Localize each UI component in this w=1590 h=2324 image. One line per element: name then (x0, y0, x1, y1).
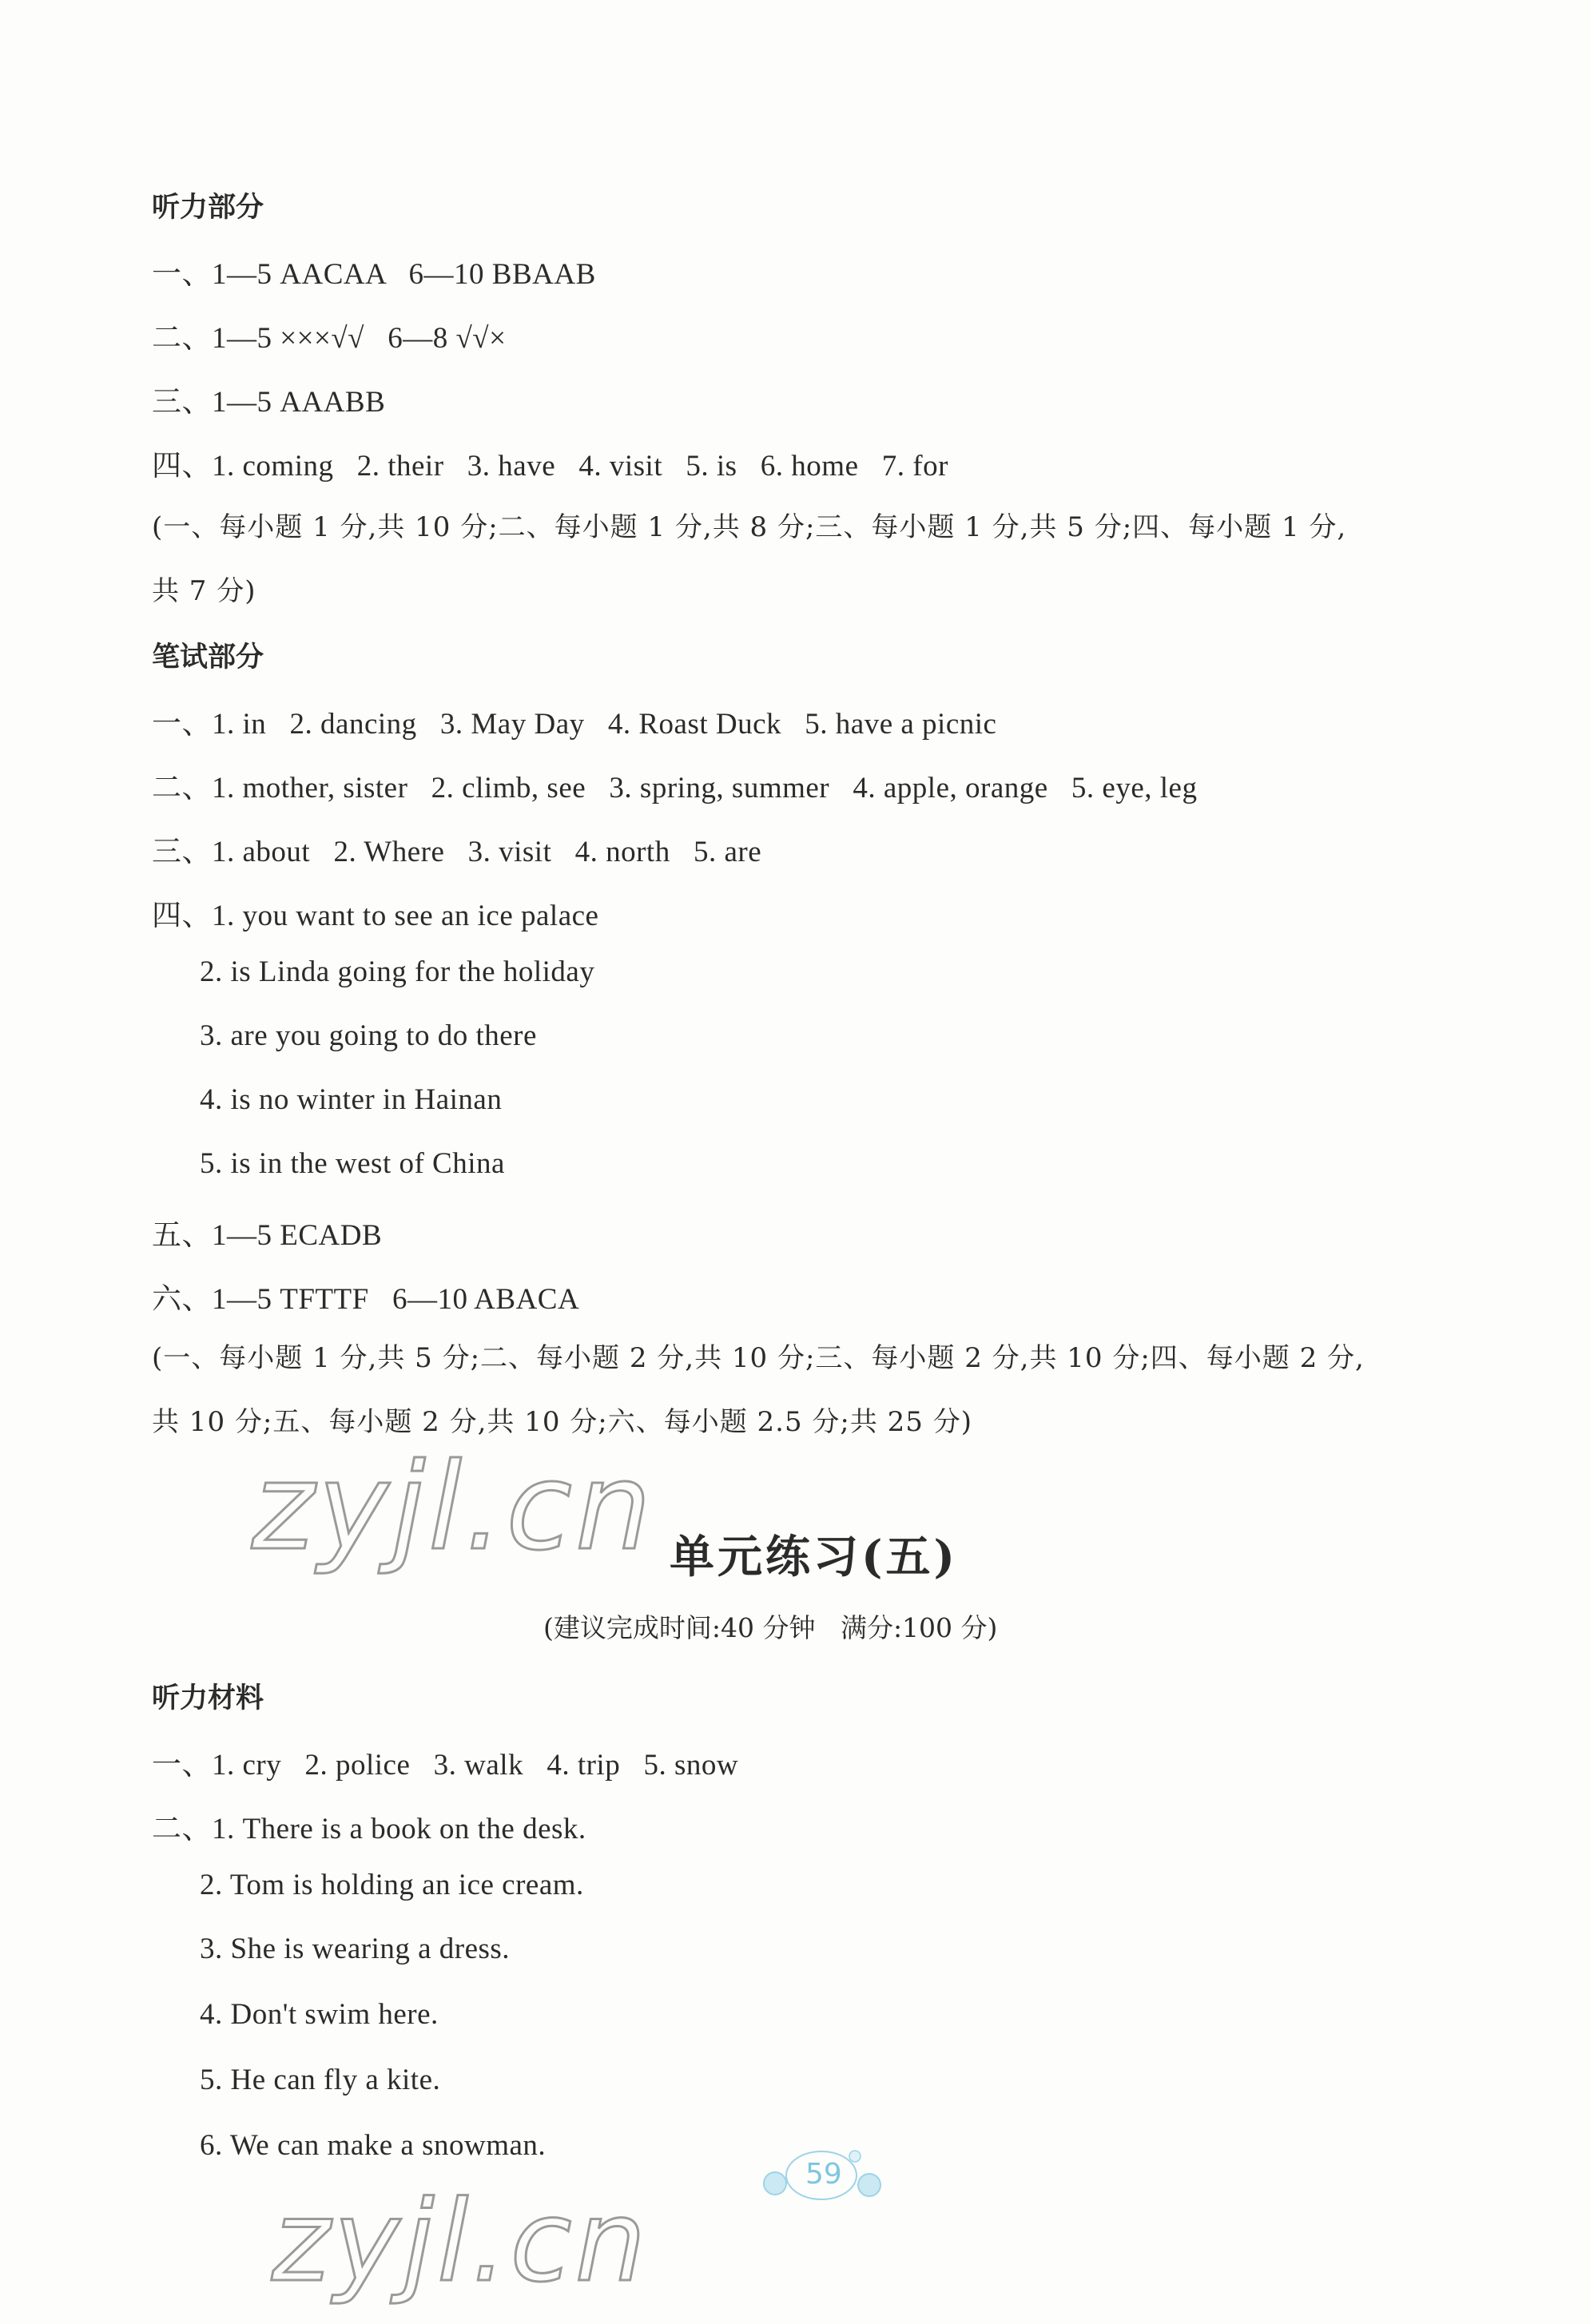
listening-material-subline: 5. He can fly a kite. (200, 2064, 441, 2096)
listening-answer-line: 二、1—5 ×××√√ 6—8 √√× (152, 322, 507, 355)
unit-title: 单元练习(五) (670, 1531, 958, 1583)
written-score-note: (一、每小题 1 分,共 5 分;二、每小题 2 分,共 10 分;三、每小题 2 分,共 10 分;四、每小题 2 分, (152, 1342, 1365, 1374)
watermark-logo: zyjl.cn (272, 2177, 650, 2307)
written-score-note: 共 10 分;五、每小题 2 分,共 10 分;六、每小题 2.5 分;共 25 分) (152, 1406, 973, 1438)
written-answer-line: 三、1. about 2. Where 3. visit 4. north 5. are (152, 836, 762, 868)
page-number (757, 2137, 885, 2217)
listening-answer-line: 一、1—5 AACAA 6—10 BBAAB (152, 258, 596, 291)
listening-material-subline: 4. Don't swim here. (200, 1998, 439, 2031)
listening-score-note: (一、每小题 1 分,共 10 分;二、每小题 1 分,共 8 分;三、每小题 1 分,共 5 分;四、每小题 1 分, (152, 511, 1347, 543)
listening-material-line: 一、1. cry 2. police 3. walk 4. trip 5. snow (152, 1749, 739, 1782)
written-answer-line: 一、1. in 2. dancing 3. May Day 4. Roast Duck 5. have a picnic (152, 708, 997, 741)
page-number-text: 59 (805, 2158, 842, 2191)
unit-subtitle: (建议完成时间:40 分钟 满分:100 分) (543, 1612, 998, 1643)
written-answer-line: 二、1. mother, sister 2. climb, see 3. spring, summer 4. apple, orange 5. eye, leg (152, 772, 1198, 804)
written-answer-subline: 5. is in the west of China (200, 1147, 505, 1180)
written-answer-subline: 3. are you going to do there (200, 1019, 537, 1052)
written-answer-subline: 2. is Linda going for the holiday (200, 955, 595, 988)
listening-part-heading: 听力部分 (152, 192, 264, 224)
listening-answer-line: 四、1. coming 2. their 3. have 4. visit 5. is 6. home 7. for (152, 450, 948, 483)
listening-material-line: 二、1. There is a book on the desk. (152, 1813, 586, 1845)
listening-score-note: 共 7 分) (152, 575, 256, 607)
written-answer-subline: 4. is no winter in Hainan (200, 1083, 503, 1116)
listening-material-heading: 听力材料 (152, 1682, 264, 1714)
watermark-logo: zyjl.cn (252, 1438, 655, 1577)
written-answer-line: 四、1. you want to see an ice palace (152, 900, 599, 932)
listening-material-subline: 3. She is wearing a dress. (200, 1933, 511, 1965)
written-answer-line: 六、1—5 TFTTF 6—10 ABACA (152, 1283, 580, 1316)
listening-material-subline: 6. We can make a snowman. (200, 2129, 547, 2162)
listening-material-subline: 2. Tom is holding an ice cream. (200, 1869, 584, 1901)
written-part-heading: 笔试部分 (152, 642, 264, 673)
listening-answer-line: 三、1—5 AAABB (152, 386, 386, 419)
written-answer-line: 五、1—5 ECADB (152, 1219, 383, 1252)
